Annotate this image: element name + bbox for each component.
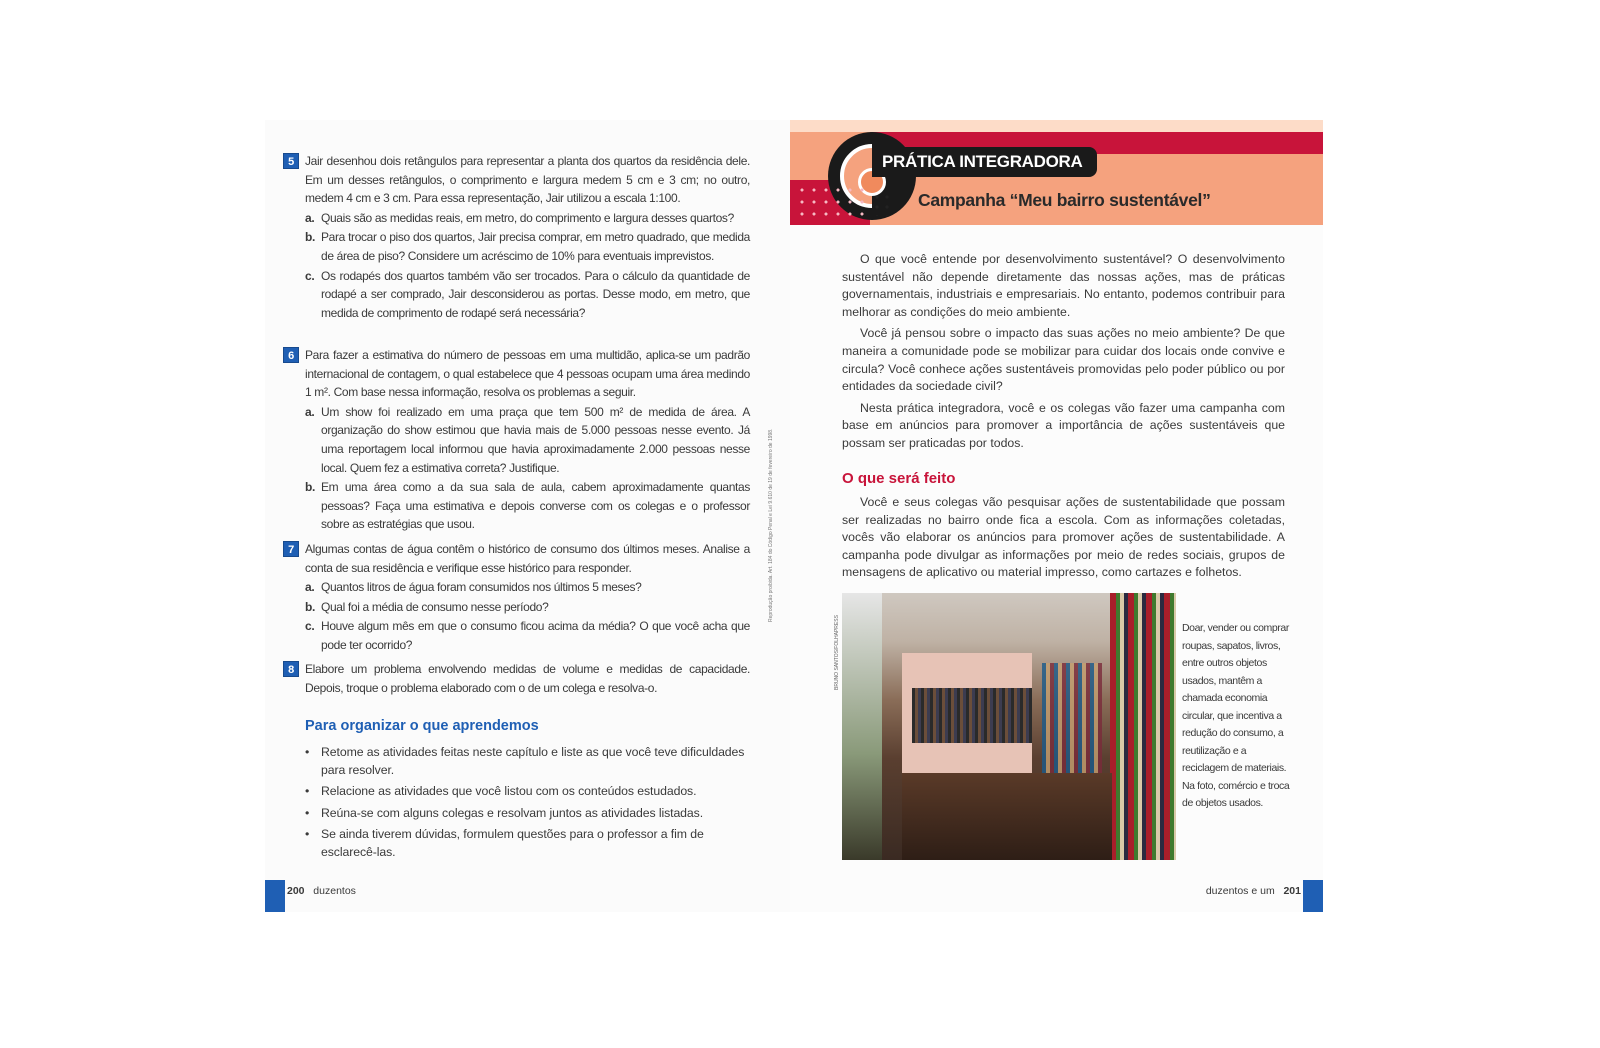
page-word: duzentos [313, 885, 356, 897]
photo-credit: BRUNO SANTOS/FOLHAPRESS [834, 615, 840, 690]
organize-heading: Para organizar o que aprendemos [305, 718, 539, 734]
photo-right-clothes [1110, 593, 1176, 860]
item-letter: a. [305, 580, 315, 595]
organize-item: • Relacione as atividades que você listou com os conteúdos estudados. [303, 783, 751, 801]
intro-paragraph: O que você entende por desenvolvimento sustentável? O desenvolvimento sustentável não depende diretamente das nossas ações, mas de práticas governamentais, industriais e empresariais. No entanto, podemos contribuir para melhorar as condições do meio ambiente. [842, 252, 1285, 319]
item-letter: b. [305, 480, 315, 495]
exercise-item [305, 209, 750, 228]
exercise-number: 7 [283, 541, 299, 557]
exercise-item [305, 228, 750, 265]
body-text: Você e seus colegas vão pesquisar ações de sustentabilidade que possam ser realizadas no bairro onde fica a escola. Com as informações coletadas, vocês vão elaborar os anúncios para promover ações de sustentabilidade. A campanha pode divulgar as informações por meio de redes sociais, grupos de mensagens de aplicativo ou material impresso, como cartazes e folhetos. [842, 495, 1285, 580]
item-text: Em uma área como a da sua sala de aula, cabem aproximadamente quantas pessoas? Faça uma estimativa e depois converse com os colegas e o professor sobre as estratégias que usou. [321, 480, 750, 532]
page-footer [1206, 885, 1301, 897]
item-letter: c. [305, 268, 315, 283]
page-number: 200 [287, 885, 305, 897]
page-number: 201 [1283, 885, 1301, 897]
item-text: Os rodapés dos quartos também vão ser trocados. Para o cálculo da quantidade de rodapé a ser comprado, Jair desconsiderou as portas. Desse modo, em metro, que medida de comprimento de rodapé será necessária? [321, 268, 750, 320]
exercise-5 [288, 152, 750, 322]
organize-list [303, 744, 751, 865]
exercise-item [305, 267, 750, 323]
exercise-item [305, 403, 750, 477]
left-page [265, 120, 790, 912]
exercise-number: 6 [283, 347, 299, 363]
item-letter: b. [305, 230, 315, 245]
subheading: O que será feito [842, 470, 956, 487]
organize-item: • Se ainda tiverem dúvidas, formulem questões para o professor a fim de esclarecê-las. [303, 826, 751, 861]
exercise-6 [288, 346, 750, 534]
item-text: Quantos litros de água foram consumidos nos últimos 5 meses? [321, 580, 642, 595]
header-top-strip [790, 120, 1323, 132]
item-letter: a. [305, 210, 315, 225]
exercise-number: 5 [283, 153, 299, 169]
exercise-item [305, 598, 750, 617]
copyright-notice: Reprodução proibida. Art. 184 do Código Penal e Lei 9.610 de 19 de fevereiro de 1998. [768, 428, 774, 622]
intro-paragraph: Você já pensou sobre o impacto das suas ações no meio ambiente? De que maneira a comunidade pode se mobilizar para cuidar dos locais onde convive e circula? Você conhece ações sustentáveis promovidas pelo poder público ou por entidades da sociedade civil? [842, 326, 1285, 394]
section-label: PRÁTICA INTEGRADORA [872, 147, 1097, 177]
item-text: Quais são as medidas reais, em metro, do comprimento e largura desses quartos? [321, 210, 734, 225]
organize-item: • Retome as atividades feitas neste capítulo e liste as que você teve dificuldades para resolver. [303, 744, 751, 779]
right-page [790, 120, 1323, 912]
exercise-prompt: Elabore um problema envolvendo medidas de volume e medidas de capacidade. Depois, troque o problema elaborado com o de um colega e resolva-o. [305, 662, 750, 695]
dot-pattern [796, 184, 866, 220]
exercise-item [305, 617, 750, 654]
item-text: Um show foi realizado em uma praça que tem 500 m² de medida de área. A organização do show estimou que havia mais de 5.000 pessoas nesse evento. Já uma reportagem local informou que havia aproximadamente 2.000 pessoas nesse local. Quem fez a estimativa correta? Justifique. [321, 404, 750, 475]
page-word: duzentos e um [1205, 885, 1275, 897]
photo-left-wall [842, 593, 882, 860]
item-text: Houve algum mês em que o consumo ficou acima da média? O que você acha que pode ter ocorrido? [321, 619, 750, 652]
page-tab [1303, 880, 1323, 912]
exercise-item [305, 578, 750, 597]
intro-text [842, 251, 1285, 457]
item-text: Qual foi a média de consumo nesse período? [321, 599, 549, 614]
exercise-prompt: Jair desenhou dois retângulos para representar a planta dos quartos da residência dele. Em um desses retângulos, o comprimento e largura medem 5 cm e 3 cm; no outro, medem 4 cm e 3 cm. Para essa representação, Jair utilizou a escala 1:100. [305, 154, 750, 206]
exercise-8 [288, 660, 750, 697]
dot-pattern-dark [872, 192, 894, 216]
exercise-7 [288, 540, 750, 655]
exercise-item [305, 478, 750, 534]
page-tab [265, 880, 285, 912]
item-letter: b. [305, 599, 315, 614]
organize-item: • Reúna-se com alguns colegas e resolvam juntos as atividades listadas. [303, 805, 751, 823]
page-footer [287, 885, 356, 897]
exercise-prompt: Algumas contas de água contêm o histórico de consumo dos últimos meses. Analise a conta de sua residência e verifique esse histórico para responder. [305, 542, 750, 575]
photo-clothes-rack [912, 688, 1032, 743]
page-title: Campanha “Meu bairro sustentável” [918, 190, 1211, 210]
intro-paragraph: Nesta prática integradora, você e os colegas vão fazer uma campanha com base em anúncios para promover a importância de ações sustentáveis que possam ser praticadas por todos. [842, 400, 1285, 450]
photo-secondhand-shop [842, 593, 1176, 860]
photo-caption: Doar, vender ou comprar roupas, sapatos, livros, entre outros objetos usados, mantêm a chamada economia circular, que incentiva a redução do consumo, a reutilização e a reciclagem de materiais. Na foto, comércio e troca de objetos usados. [1182, 622, 1290, 809]
photo-floor [902, 773, 1112, 860]
item-letter: c. [305, 619, 315, 634]
item-text: Para trocar o piso dos quartos, Jair precisa comprar, em metro quadrado, que medida de área de piso? Considere um acréscimo de 10% para eventuais imprevistos. [321, 230, 750, 263]
exercise-number: 8 [283, 661, 299, 677]
exercise-prompt: Para fazer a estimativa do número de pessoas em uma multidão, aplica-se um padrão internacional de contagem, o qual estabelece que 4 pessoas ocupam uma área medindo 1 m². Com base nessa informação, resolva os problemas a seguir. [305, 348, 750, 400]
item-letter: a. [305, 404, 315, 419]
